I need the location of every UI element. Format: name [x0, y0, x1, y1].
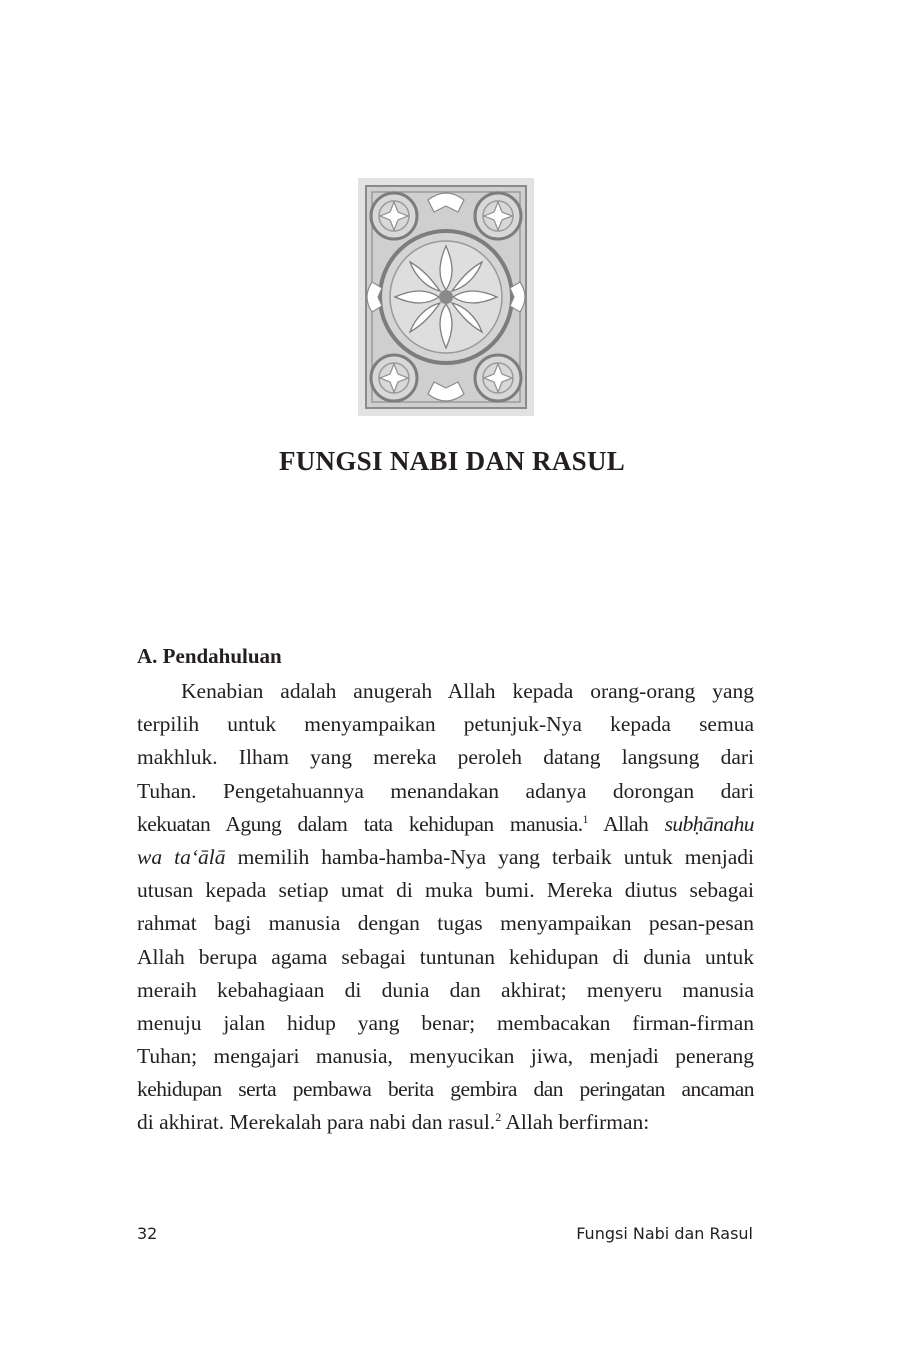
- footnote-ref[interactable]: 1: [582, 811, 588, 826]
- chapter-ornament: [358, 178, 534, 416]
- paragraph-line: kekuatan Agung dalam tata kehidupan manusia.$^1$ Allah subḥānahu: [137, 811, 755, 836]
- paragraph-line: Kenabian adalah anugerah Allah kepada orang-orang yang: [181, 679, 754, 703]
- paragraph-line: kehidupan serta pembawa berita gembira dan peringatan ancaman: [137, 1077, 754, 1102]
- paragraph-line: terpilih untuk menyampaikan petunjuk-Nya kepada semua: [137, 712, 754, 737]
- paragraph-line: rahmat bagi manusia dengan tugas menyampaikan pesan-pesan: [137, 911, 754, 936]
- paragraph-line: di akhirat. Merekalah para nabi dan rasul.$^2$ Allah berfirman:: [137, 1110, 650, 1135]
- paragraph-line: utusan kepada setiap umat di muka bumi. Mereka diutus sebagai: [137, 878, 754, 903]
- body-paragraph: [137, 675, 754, 1140]
- paragraph-line: meraih kebahagiaan di dunia dan akhirat; menyeru manusia: [137, 977, 754, 1002]
- paragraph-line: Tuhan; mengajari manusia, menyucikan jiwa, menjadi penerang: [137, 1044, 754, 1069]
- running-title: Fungsi Nabi dan Rasul: [576, 1224, 753, 1243]
- paragraph-line: Tuhan. Pengetahuannya menandakan adanya dorongan dari: [137, 778, 754, 803]
- paragraph-line: makhluk. Ilham yang mereka peroleh datang langsung dari: [137, 745, 754, 770]
- footnote-ref[interactable]: 2: [495, 1110, 502, 1125]
- paragraph-line: Allah berupa agama sebagai tuntunan kehidupan di dunia untuk: [137, 944, 754, 969]
- section-heading: A. Pendahuluan: [137, 644, 282, 668]
- paragraph-line: wa ta‘ālā memilih hamba-hamba-Nya yang terbaik untuk menjadi: [137, 844, 754, 869]
- page-number: 32: [137, 1224, 158, 1243]
- floral-ornament-icon: [358, 178, 534, 416]
- paragraph-line: menuju jalan hidup yang benar; membacakan firman-firman: [137, 1010, 754, 1035]
- chapter-title: FUNGSI NABI DAN RASUL: [278, 446, 626, 476]
